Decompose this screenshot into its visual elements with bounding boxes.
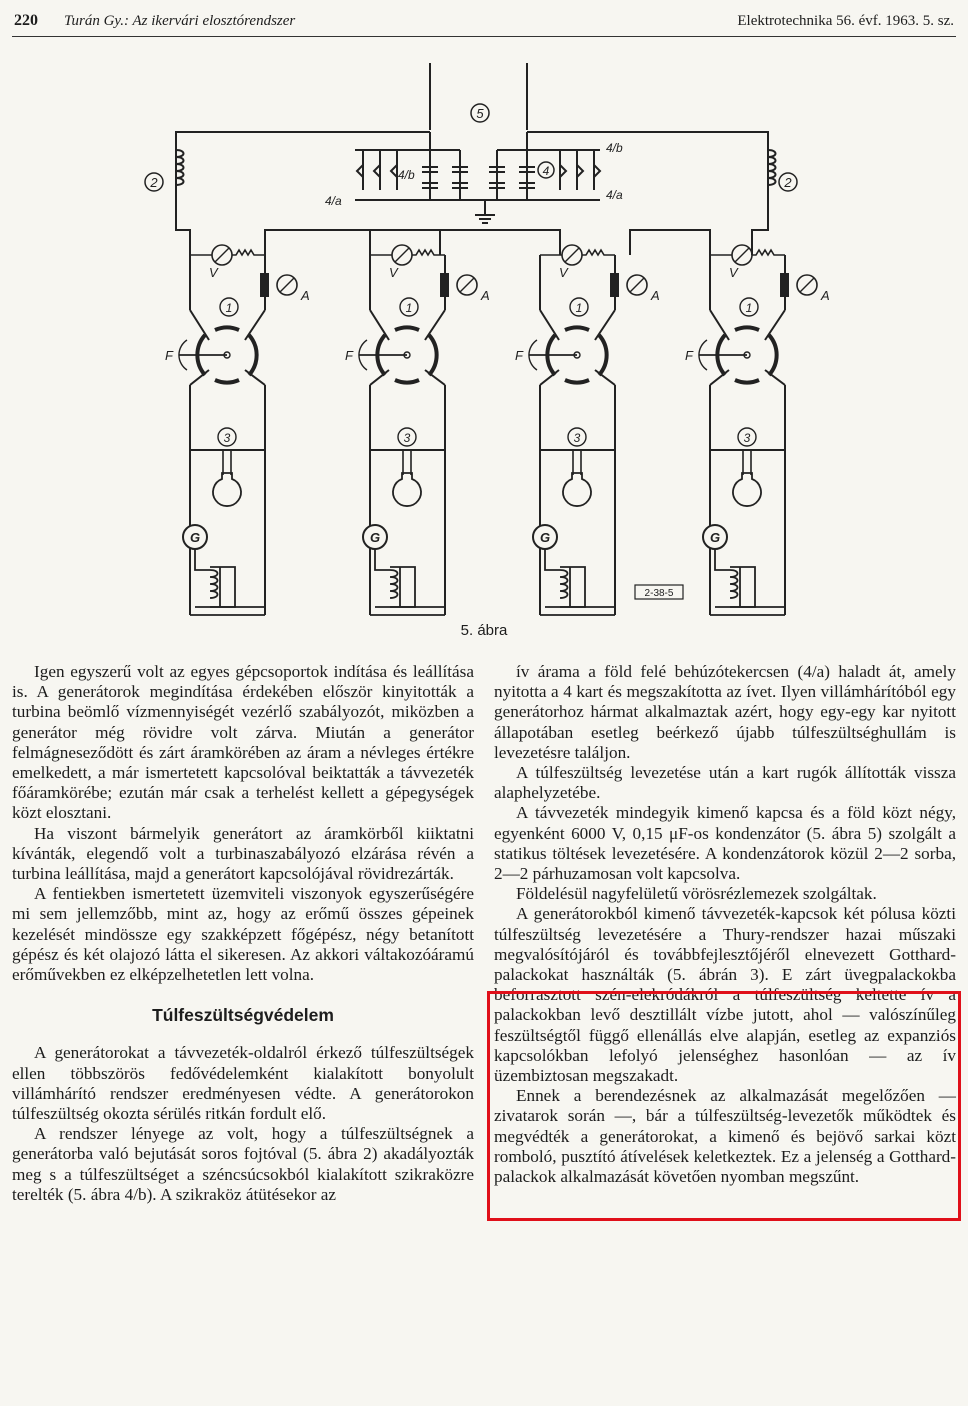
figure-code: 2-38-5 (644, 588, 674, 599)
field-winding (730, 567, 755, 607)
label-2-left: 2 (150, 175, 158, 190)
label-2-right: 2 (784, 175, 792, 190)
ammeter-shunt (780, 273, 789, 297)
label-3: 3 (743, 431, 751, 445)
label-f: F (165, 348, 173, 363)
gotthard-bottle-icon (393, 473, 421, 506)
bottle-electrodes (223, 450, 231, 475)
label-1: 1 (225, 301, 233, 315)
label-a: A (651, 288, 660, 303)
label-v: V (559, 265, 568, 280)
left-text-column (12, 662, 474, 1205)
ammeter-shunt (440, 273, 449, 297)
voltmeter-needle (215, 248, 229, 262)
ammeter-needle (280, 278, 294, 292)
field-winding (560, 567, 585, 607)
label-v: V (729, 265, 738, 280)
voltmeter-needle (565, 248, 579, 262)
lower-rails (710, 385, 785, 615)
ammeter-needle (460, 278, 474, 292)
paragraph: A fentiekben ismertetett üzemviteli viszonyok egyszerűségére mi sem jellemzőbb, mint az, hogy az erőmű összes gépeinek kezelését mindössze egy szakképzett főgépész, négy betanított gépész és két olajozó látta el sikeresen. Az akkori váltakozóáramú erőművekben ez elképzelhetetlen lett volna. (12, 884, 474, 985)
journal-reference: Elektrotechnika 56. évf. 1963. 5. sz. (737, 13, 954, 29)
ammeter-needle (630, 278, 644, 292)
running-title: Turán Gy.: Az ikervári elosztórendszer (64, 13, 296, 29)
gotthard-bottle-icon (563, 473, 591, 506)
paragraph: A rendszer lényege az volt, hogy a túlfeszültségnek a generátorba való bejutását soros fojtóval (5. ábra 2) akadályozták meg s a túlfeszültséget a széncsúcsokból kialakított szikraközre terelték (5. ábra 4/b). A szikraköz átütésekor az (12, 1124, 474, 1204)
right-text-column (494, 662, 956, 1187)
label-4a-left: 4/a (325, 194, 342, 208)
lower-rails (370, 385, 445, 615)
label-a: A (301, 288, 310, 303)
field-winding (390, 567, 415, 607)
generator-wiring (370, 549, 445, 615)
label-3: 3 (573, 431, 581, 445)
ammeter-shunt (610, 273, 619, 297)
label-g: G (189, 530, 201, 545)
gotthard-bottle-icon (733, 473, 761, 506)
label-4b-right: 4/b (606, 141, 623, 155)
label-1: 1 (575, 301, 583, 315)
label-f: F (345, 348, 353, 363)
circuit-diagram (130, 55, 840, 625)
label-v: V (209, 265, 218, 280)
paragraph: A távvezeték mindegyik kimenő kapcsa és a föld közt négy, egyenként 6000 V, 0,15 μF-os kondenzátor (5. ábra 5) szolgált a statikus töltések levezetésére. A kondenzátorok közül 2—2 sorba, 2—2 párhuzamosan volt kapcsolva. (494, 803, 956, 884)
label-f: F (515, 348, 523, 363)
label-f: F (685, 348, 693, 363)
ammeter-shunt (260, 273, 269, 297)
figure-caption: 5. ábra (460, 622, 508, 639)
voltmeter-needle (395, 248, 409, 262)
paragraph: Földelésül nagyfelületű vörösrézlemezek szolgáltak. (516, 884, 877, 904)
series-resistor (370, 250, 445, 255)
label-1: 1 (405, 301, 413, 315)
bottle-electrodes (743, 450, 751, 475)
lower-rails (540, 385, 615, 615)
generator-wiring (540, 549, 615, 615)
running-header (14, 8, 954, 34)
label-g: G (539, 530, 551, 545)
label-a: A (821, 288, 830, 303)
paragraph: Igen egyszerű volt az egyes gépcsoportok indítása és leállítása is. A generátorok megindítása érdekében először kinyitották a turbina beömlő vízmennyiségét vezérlő szabályozót, miközben a generátor még rövidre volt zárva. Miután a generátor felmágneseződött és zárt áramkörében az áram a névleges értékre emelkedett, a már ismertetett kapcsolóval beiktatták a távvezeték főáramkörébe; ezután már csak a terhelést kellett a gépegységek közt elosztani. (12, 662, 474, 823)
paragraph: A túlfeszültség levezetése után a kart rugók állították vissza alaphelyzetébe. (494, 763, 956, 803)
section-heading: Túlfeszültségvédelem (152, 1005, 334, 1026)
paragraph: Ha viszont bármelyik generátort az áramkörből kiiktatni kívánták, elegendő volt a turbinaszabályozó elzárása révén a turbina leállítása, majd a generátort kapcsolójával rövidrezárták. (12, 823, 474, 884)
generator-wiring (710, 549, 785, 615)
ammeter-needle (800, 278, 814, 292)
generator-columns (165, 245, 830, 615)
label-4a-right: 4/a (606, 188, 623, 202)
paragraph: Ennek a berendezésnek az alkalmazását megelőzően — zivatarok során —, bár a túlfeszültség-levezetők működtek és megvédték a generátorokat, a kimenő és bejövő sarkai közt romboló, pusztító átívelések keletkeztek. Ez a jelenség a Gotthard-palackok alkalmazását követően nyomban megszűnt. (494, 1086, 956, 1187)
paragraph: A generátorokat a távvezeték-oldalról érkező túlfeszültségek ellen többszörös fedővédelemként kialakított bonyolult villámhárító rendszer eredményesen védte. A generátorokon túlfeszültség okozta sérülés ritkán fordult elő. (12, 1043, 474, 1124)
field-winding (210, 567, 235, 607)
diagram-wires (176, 63, 776, 255)
series-resistor (540, 250, 615, 255)
voltmeter-needle (735, 248, 749, 262)
label-4b-left: 4/b (398, 168, 415, 182)
circuit-diagram-figure (130, 55, 840, 625)
series-resistor (190, 250, 265, 255)
paragraph: ív árama a föld felé behúzótekercsen (4/a) haladt át, amely nyitotta a 4 kart és megszakította az ívet. Ilyen villámhárítóból egy generátorhoz hármat alkalmaztak azért, hogy egy-egy kar nyitott állapotában esetleg beérkező újabb túlfeszültséghullám is levezetésre találjon. (494, 662, 956, 762)
label-4: 4 (542, 164, 550, 178)
header-rule (12, 36, 956, 37)
gotthard-bottle-icon (213, 473, 241, 506)
label-5: 5 (476, 106, 484, 121)
lower-rails (190, 385, 265, 615)
label-3: 3 (403, 431, 411, 445)
label-1: 1 (745, 301, 753, 315)
label-g: G (709, 530, 721, 545)
series-resistor (710, 250, 785, 255)
bottle-electrodes (403, 450, 411, 475)
label-3: 3 (223, 431, 231, 445)
generator-wiring (190, 549, 265, 615)
label-g: G (369, 530, 381, 545)
label-v: V (389, 265, 398, 280)
page-number: 220 (14, 12, 38, 29)
bottle-electrodes (573, 450, 581, 475)
paragraph-highlighted: A generátorokból kimenő távvezeték-kapcsok két pólusa közti túlfeszültség levezetésére a Thury-rendszer hazai műszaki megvalósítójáról és továbbfejlesztőjéről elnevezett Gotthard-palackokat használták (5. ábrán 3). E zárt üvegpalackokba beforrasztott szén-elekródákról a túlfeszültség keltette ív a palackokban levő desztillált vízbe jutott, ahol — valószínűleg feszültségtől függő ellenállás elve alapján, esetleg az expanziós kapcsolókban lefolyó jelenséghez hasonlóan — az ív üzembiztosan megszakadt. (494, 904, 956, 1086)
label-a: A (481, 288, 490, 303)
